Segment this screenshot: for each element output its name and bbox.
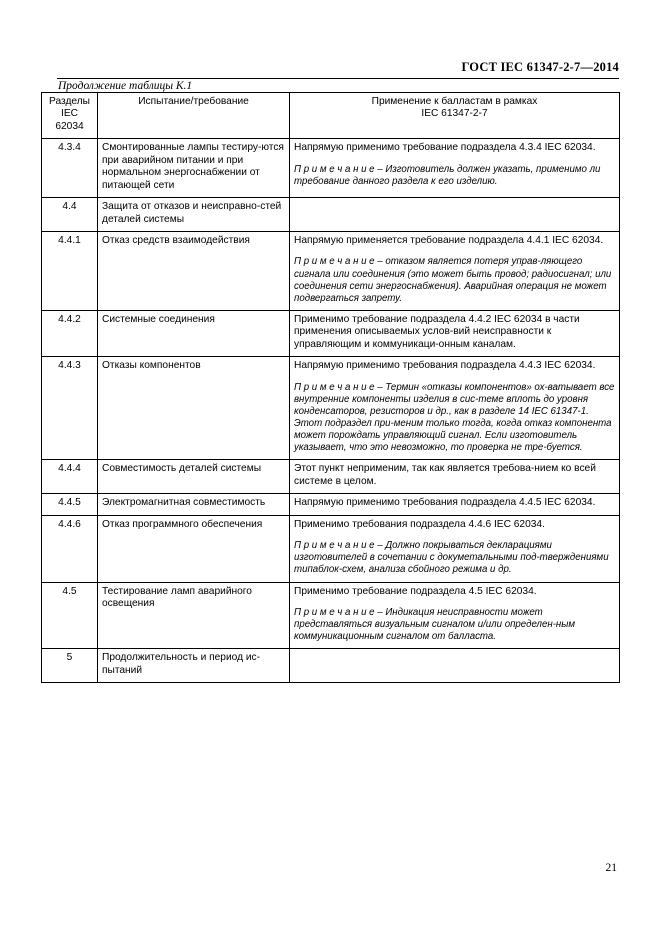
- application-text: Этот пункт неприменим, так как является требова-нием ко всей системе в целом.: [294, 463, 596, 487]
- cell-section-number: 4.3.4: [42, 139, 98, 198]
- column-header-sections-line2: IEC 62034: [55, 108, 84, 132]
- table-row: [42, 515, 620, 582]
- table-row: [42, 357, 620, 460]
- application-note: [294, 607, 615, 643]
- table-row: [42, 310, 620, 356]
- table-row: [42, 139, 620, 198]
- cell-section-number: 4.4.6: [42, 515, 98, 582]
- table-row: [42, 231, 620, 310]
- cell-requirement: Электромагнитная совместимость: [98, 494, 290, 515]
- column-header-requirement-label: Испытание/требование: [138, 96, 249, 107]
- cell-application: [290, 310, 620, 356]
- cell-section-number: 4.4.4: [42, 460, 98, 494]
- cell-requirement: Системные соединения: [98, 310, 290, 356]
- note-label: П р и м е ч а н и е: [294, 163, 375, 175]
- application-text: Применимо требования подраздела 4.4.6 IEC 62034.: [294, 518, 545, 530]
- note-text: – Должно покрываться декларациями изготовителей в сочетании с докуметальными под-тверждениями типаблок-схем, анализа сбойного режима и др.: [294, 540, 609, 576]
- column-header-sections-line1: Разделы: [49, 96, 90, 107]
- application-note: [294, 540, 615, 576]
- cell-requirement: Защита от отказов и неисправно-стей деталей системы: [98, 198, 290, 232]
- cell-section-number: 4.4.3: [42, 357, 98, 460]
- header-divider: [57, 78, 619, 79]
- column-header-application-line2: IEC 61347-2-7: [421, 108, 488, 120]
- note-label: П р и м е ч а н и е: [294, 381, 375, 393]
- cell-requirement: Продолжительность и период ис-пытаний: [98, 649, 290, 683]
- application-note: [294, 164, 615, 188]
- cell-requirement: Отказ средств взаимодействия: [98, 231, 290, 310]
- column-header-requirement: [98, 93, 290, 139]
- application-text: Напрямую применимо требования подраздела 4.4.3 IEC 62034.: [294, 360, 596, 372]
- cell-application: [290, 582, 620, 649]
- application-note: [294, 382, 615, 455]
- table-row: [42, 460, 620, 494]
- page-number: 21: [605, 862, 617, 874]
- note-label: П р и м е ч а н и е: [294, 256, 375, 268]
- cell-application: [290, 231, 620, 310]
- column-header-application: [290, 93, 620, 139]
- note-text: – Термин «отказы компонентов» ох-ватывает все внутренние компоненты изделия в сис-теме вплоть до уровня конденсаторов, резисторов и др., как в разделе 14 IEC 61347-1. Этот подраздел при-меним только тогда, когда отказ компонента может порождать управляющий сигнал. Если изготовитель указывает, что это невозможно, то проверка не тре-буется.: [294, 381, 615, 454]
- cell-application: [290, 494, 620, 515]
- cell-application: [290, 139, 620, 198]
- note-label: П р и м е ч а н и е: [294, 606, 375, 618]
- cell-application: [290, 198, 620, 232]
- application-text: Напрямую применимо требование подраздела 4.3.4 IEC 62034.: [294, 142, 596, 154]
- table-row: [42, 494, 620, 515]
- application-note: [294, 256, 615, 305]
- application-text: Применимо требование подраздела 4.4.2 IEC 62034 в части применения описываемых услов-вий неисправности к управляющим и коммуникаци-онным каналам.: [294, 313, 580, 350]
- table-row: [42, 649, 620, 683]
- document-standard-title: ГОСТ IEC 61347-2-7—2014: [461, 60, 619, 74]
- table-continuation-label: Продолжение таблицы К.1: [58, 80, 193, 92]
- cell-section-number: 4.4.1: [42, 231, 98, 310]
- cell-application: [290, 357, 620, 460]
- table-k1: [41, 92, 620, 683]
- column-header-application-line1: Применение к балластам в рамках: [371, 96, 538, 107]
- table-row: [42, 198, 620, 232]
- application-text: Применимо требование подраздела 4.5 IEC 62034.: [294, 585, 537, 597]
- cell-section-number: 4.4.5: [42, 494, 98, 515]
- cell-section-number: 5: [42, 649, 98, 683]
- note-text: – Индикация неисправности может представляться визуальным сигналом и/или определен-ным коммуникационным сигналом от балласта.: [294, 606, 576, 643]
- application-text: Напрямую применимо требования подраздела 4.4.5 IEC 62034.: [294, 497, 596, 509]
- table-header-row: [42, 93, 620, 139]
- cell-requirement: Тестирование ламп аварийного освещения: [98, 582, 290, 649]
- cell-section-number: 4.5: [42, 582, 98, 649]
- cell-application: [290, 460, 620, 494]
- note-label: П р и м е ч а н и е: [294, 540, 375, 552]
- cell-application: [290, 515, 620, 582]
- cell-application: [290, 649, 620, 683]
- note-text: – отказом является потеря управ-ляющего сигнала или соединения (это может быть провод; радиосигнал; или соединения сети энергоснабжения). Аварийная операция не может подвергаться запрету.: [294, 256, 612, 304]
- cell-requirement: Отказ программного обеспечения: [98, 515, 290, 582]
- cell-requirement: Отказы компонентов: [98, 357, 290, 460]
- application-text: Напрямую применяется требование подраздела 4.4.1 IEC 62034.: [294, 234, 604, 246]
- cell-requirement: Смонтированные лампы тестиру-ются при аварийном питании и при нормальном энергоснабжении от питающей сети: [98, 139, 290, 198]
- table-row: [42, 582, 620, 649]
- note-text: – Изготовитель должен указать, применимо ли требование данного раздела к его изделию.: [294, 163, 601, 187]
- cell-section-number: 4.4: [42, 198, 98, 232]
- cell-section-number: 4.4.2: [42, 310, 98, 356]
- cell-requirement: Совместимость деталей системы: [98, 460, 290, 494]
- column-header-sections: [42, 93, 98, 139]
